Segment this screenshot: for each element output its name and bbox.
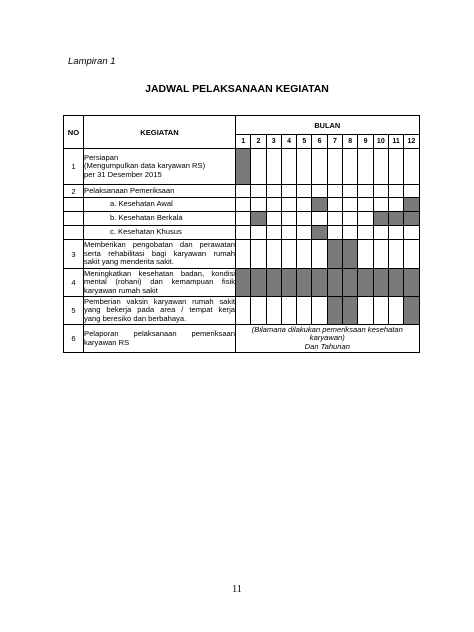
schedule-body: [64, 149, 420, 353]
month-cell: [373, 240, 388, 269]
month-cell: [327, 212, 342, 226]
month-cell: [266, 240, 281, 269]
month-cell: [236, 212, 251, 226]
month-cell: [297, 226, 312, 240]
table-row: [64, 149, 420, 185]
kegiatan-cell: [84, 269, 236, 297]
row-number: 5: [64, 297, 84, 325]
month-cell: [281, 149, 296, 185]
kegiatan-line: a. Kesehatan Awal: [110, 199, 173, 209]
month-header-cell: 3: [266, 135, 281, 149]
schedule-note-line: (Bilamana dilakukan pemeriksaan kesehatan: [251, 324, 403, 334]
month-cell-filled: [358, 269, 373, 297]
kegiatan-line: b. Kesehatan Berkala: [110, 213, 183, 223]
month-cell: [236, 226, 251, 240]
kegiatan-line: mental (rohani) dan kemampuan fisik: [84, 277, 235, 287]
month-cell: [266, 185, 281, 198]
month-cell-filled: [251, 212, 266, 226]
month-header-cell: 1: [236, 135, 251, 149]
month-cell: [281, 297, 296, 325]
kegiatan-line: yang beresiko dan berbahaya.: [84, 313, 187, 323]
month-cell-filled: [281, 269, 296, 297]
month-cell: [343, 198, 358, 212]
month-cell-filled: [404, 269, 419, 297]
month-header-cell: 5: [297, 135, 312, 149]
month-cell: [297, 212, 312, 226]
month-cell-filled: [373, 212, 388, 226]
month-cell: [297, 240, 312, 269]
month-cell: [281, 212, 296, 226]
kegiatan-line: per 31 Desember 2015: [84, 169, 162, 179]
month-cell: [388, 198, 403, 212]
month-header-cell: 7: [327, 135, 342, 149]
table-row: [64, 269, 420, 297]
table-row: [64, 297, 420, 325]
month-header-cell: 2: [251, 135, 266, 149]
kegiatan-cell: [84, 212, 236, 226]
month-header-cell: 4: [281, 135, 296, 149]
month-cell: [251, 149, 266, 185]
month-cell: [312, 149, 327, 185]
kegiatan-line: karyawan RS: [84, 337, 130, 347]
month-cell: [251, 297, 266, 325]
kegiatan-line: c. Kesehatan Khusus: [110, 227, 182, 237]
month-cell: [358, 212, 373, 226]
month-cell: [236, 185, 251, 198]
month-cell: [404, 240, 419, 269]
month-cell: [281, 240, 296, 269]
page-title: JADWAL PELAKSANAAN KEGIATAN: [145, 83, 329, 95]
month-cell: [404, 226, 419, 240]
month-cell: [266, 198, 281, 212]
month-cell: [388, 149, 403, 185]
kegiatan-line: karyawan rumah sakit: [84, 285, 158, 295]
month-cell: [358, 198, 373, 212]
month-cell-filled: [388, 269, 403, 297]
table-row: [64, 240, 420, 269]
month-cell-filled: [388, 212, 403, 226]
table-row: [64, 198, 420, 212]
table-row: [64, 226, 420, 240]
month-cell-filled: [236, 269, 251, 297]
kegiatan-line: Persiapan: [84, 152, 119, 162]
month-cell: [358, 297, 373, 325]
kegiatan-line: Pelaporan pelaksanaan pemeriksaan: [84, 328, 235, 338]
month-cell: [388, 297, 403, 325]
month-cell: [343, 149, 358, 185]
month-cell: [266, 226, 281, 240]
header-no: NO: [64, 116, 84, 149]
month-cell: [251, 226, 266, 240]
kegiatan-line: sakit yang menderita sakit.: [84, 257, 174, 267]
month-cell: [388, 185, 403, 198]
month-cell: [281, 226, 296, 240]
month-cell-filled: [404, 212, 419, 226]
month-header-cell: 8: [343, 135, 358, 149]
month-cell: [251, 198, 266, 212]
month-cell-filled: [312, 226, 327, 240]
month-cell: [266, 149, 281, 185]
month-cell: [312, 297, 327, 325]
row-number: 6: [64, 325, 84, 353]
month-cell-filled: [343, 297, 358, 325]
month-cell: [373, 297, 388, 325]
kegiatan-line: Meningkatkan kesehatan badan, kondisi: [84, 268, 235, 278]
row-number: 2: [64, 185, 84, 198]
kegiatan-cell: [84, 240, 236, 269]
month-cell: [312, 240, 327, 269]
month-cell: [343, 185, 358, 198]
kegiatan-cell: [84, 185, 236, 198]
month-cell: [358, 240, 373, 269]
month-header-cell: 9: [358, 135, 373, 149]
month-cell: [327, 149, 342, 185]
month-cell: [327, 226, 342, 240]
schedule-note: [236, 325, 420, 353]
month-cell: [358, 149, 373, 185]
month-cell: [297, 297, 312, 325]
attachment-label: Lampiran 1: [68, 56, 116, 67]
month-cell: [266, 297, 281, 325]
row-number: [64, 198, 84, 212]
month-cell-filled: [297, 269, 312, 297]
month-cell-filled: [343, 240, 358, 269]
month-cell-filled: [404, 198, 419, 212]
month-cell: [281, 198, 296, 212]
month-cell-filled: [327, 240, 342, 269]
month-cell-filled: [343, 269, 358, 297]
kegiatan-cell: [84, 325, 236, 353]
month-header-cell: 10: [373, 135, 388, 149]
kegiatan-line: serta rehabilitasi bagi karyawan rumah: [84, 248, 235, 258]
month-cell: [297, 198, 312, 212]
month-cell-filled: [327, 269, 342, 297]
month-header-cell: 11: [388, 135, 403, 149]
row-number: 1: [64, 149, 84, 185]
month-cell: [358, 226, 373, 240]
month-header-cell: 6: [312, 135, 327, 149]
month-cell: [297, 149, 312, 185]
month-cell: [251, 240, 266, 269]
month-cell-filled: [236, 149, 251, 185]
month-cell: [373, 185, 388, 198]
month-cell: [327, 185, 342, 198]
month-header-cell: 12: [404, 135, 419, 149]
month-cell: [327, 198, 342, 212]
month-cell: [343, 226, 358, 240]
kegiatan-cell: [84, 226, 236, 240]
month-cell: [358, 185, 373, 198]
kegiatan-cell: [84, 297, 236, 325]
month-cell: [281, 185, 296, 198]
month-cell-filled: [404, 297, 419, 325]
kegiatan-cell: [84, 198, 236, 212]
month-cell-filled: [312, 198, 327, 212]
kegiatan-line: yang bekerja pada area / tempat kerja: [84, 305, 235, 315]
kegiatan-line: Memberikan pengobatan dan perawatan: [84, 240, 235, 250]
row-number: 3: [64, 240, 84, 269]
month-cell: [312, 212, 327, 226]
schedule-note-line: Dan Tahunan: [304, 341, 350, 351]
month-cell: [266, 212, 281, 226]
month-cell: [251, 185, 266, 198]
kegiatan-cell: [84, 149, 236, 185]
table-row: [64, 212, 420, 226]
header-bulan: BULAN: [236, 116, 420, 135]
page-number: 11: [232, 584, 242, 595]
month-cell: [236, 240, 251, 269]
kegiatan-line: Pemberian vaksin karyawan rumah sakit: [84, 296, 235, 306]
header-kegiatan: KEGIATAN: [84, 116, 236, 149]
month-cell-filled: [266, 269, 281, 297]
month-cell: [388, 240, 403, 269]
month-cell: [297, 185, 312, 198]
kegiatan-line: (Mengumpulkan data karyawan RS): [84, 161, 206, 171]
month-cell: [312, 185, 327, 198]
row-number: [64, 212, 84, 226]
month-cell-filled: [251, 269, 266, 297]
month-cell: [373, 149, 388, 185]
month-cell: [388, 226, 403, 240]
month-cell: [404, 185, 419, 198]
row-number: 4: [64, 269, 84, 297]
month-cell: [343, 212, 358, 226]
month-cell: [373, 226, 388, 240]
kegiatan-line: Pelaksanaan Pemeriksaan: [84, 185, 175, 195]
table-row: [64, 325, 420, 353]
month-cell-filled: [327, 297, 342, 325]
month-cell: [236, 297, 251, 325]
schedule-note-line: karyawan): [309, 333, 345, 343]
month-cell-filled: [373, 269, 388, 297]
month-cell: [373, 198, 388, 212]
table-row: [64, 185, 420, 198]
schedule-table: [63, 115, 420, 353]
row-number: [64, 226, 84, 240]
month-cell: [404, 149, 419, 185]
month-cell: [236, 198, 251, 212]
month-cell-filled: [312, 269, 327, 297]
